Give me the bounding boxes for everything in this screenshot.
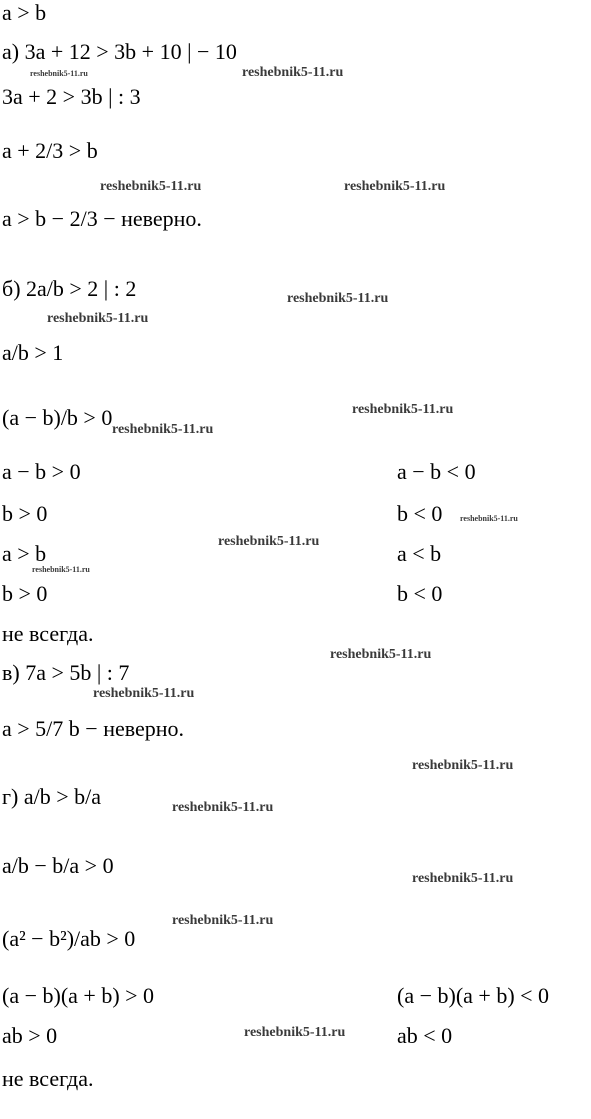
math-line: a/b > 1 bbox=[2, 340, 64, 365]
watermark: reshebnik5-11.ru bbox=[32, 565, 90, 574]
math-line: b < 0 bbox=[397, 501, 443, 526]
watermark: reshebnik5-11.ru bbox=[172, 800, 274, 815]
watermark: reshebnik5-11.ru bbox=[244, 1025, 346, 1040]
watermark: reshebnik5-11.ru bbox=[344, 179, 446, 194]
watermark: reshebnik5-11.ru bbox=[412, 871, 514, 886]
math-line: b > 0 bbox=[2, 581, 48, 606]
watermark: reshebnik5-11.ru bbox=[100, 179, 202, 194]
math-line: a > 5/7 b − неверно. bbox=[2, 716, 185, 741]
math-line: б) 2a/b > 2 | : 2 bbox=[2, 276, 137, 301]
math-line: а) 3a + 12 > 3b + 10 | − 10 bbox=[2, 39, 237, 64]
math-line: г) a/b > b/a bbox=[2, 784, 102, 809]
math-line: 3a + 2 > 3b | : 3 bbox=[2, 84, 141, 109]
math-line: в) 7a > 5b | : 7 bbox=[2, 660, 130, 685]
watermark: reshebnik5-11.ru bbox=[218, 534, 320, 549]
math-line: ab < 0 bbox=[397, 1023, 453, 1048]
watermark: reshebnik5-11.ru bbox=[242, 65, 344, 80]
math-line: ab > 0 bbox=[2, 1023, 58, 1048]
math-line: не всегда. bbox=[2, 1066, 94, 1091]
watermark: reshebnik5-11.ru bbox=[352, 402, 454, 417]
watermark: reshebnik5-11.ru bbox=[93, 686, 195, 701]
watermark: reshebnik5-11.ru bbox=[172, 913, 274, 928]
math-line: a < b bbox=[397, 541, 442, 566]
math-line: a − b > 0 bbox=[2, 459, 81, 484]
watermark: reshebnik5-11.ru bbox=[330, 647, 432, 662]
math-line: не всегда. bbox=[2, 621, 94, 646]
watermark: reshebnik5-11.ru bbox=[47, 311, 149, 326]
watermark: reshebnik5-11.ru bbox=[112, 422, 214, 437]
math-line: (a − b)/b > 0 bbox=[2, 405, 113, 430]
math-line: a + 2/3 > b bbox=[2, 138, 98, 163]
math-line: b < 0 bbox=[397, 581, 443, 606]
math-line: a > b bbox=[2, 0, 47, 25]
math-line: a/b − b/a > 0 bbox=[2, 853, 114, 878]
watermark: reshebnik5-11.ru bbox=[287, 291, 389, 306]
math-line: a − b < 0 bbox=[397, 459, 476, 484]
math-line: (a − b)(a + b) > 0 bbox=[2, 983, 155, 1008]
watermark: reshebnik5-11.ru bbox=[30, 69, 88, 78]
math-line: a > b bbox=[2, 541, 47, 566]
math-line: (a − b)(a + b) < 0 bbox=[397, 983, 550, 1008]
math-line: a > b − 2/3 − неверно. bbox=[2, 206, 202, 231]
watermark: reshebnik5-11.ru bbox=[460, 514, 518, 523]
math-line: b > 0 bbox=[2, 501, 48, 526]
math-line: (a² − b²)/ab > 0 bbox=[2, 926, 136, 951]
watermark: reshebnik5-11.ru bbox=[412, 758, 514, 773]
